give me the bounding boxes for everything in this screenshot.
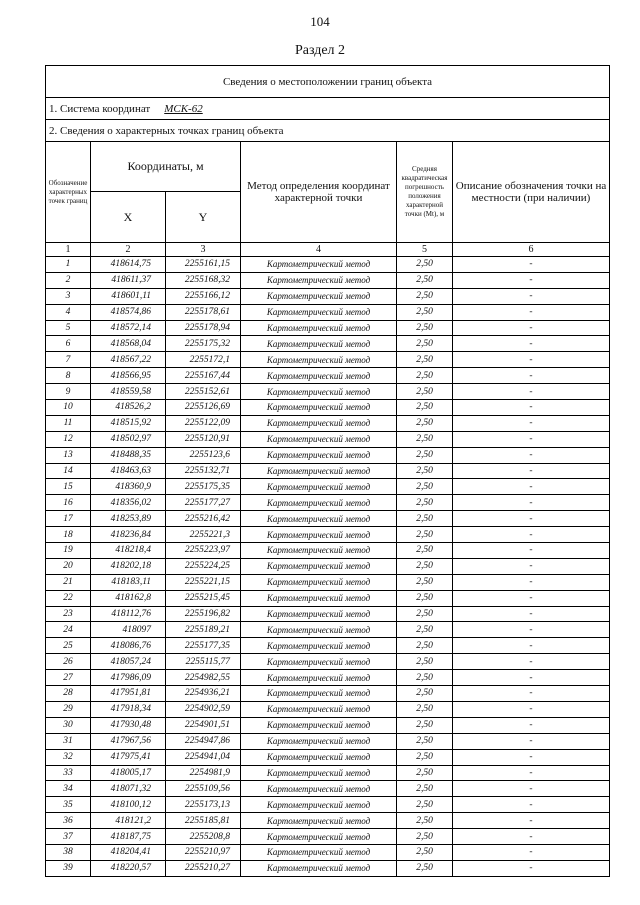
- method-cell: Картометрический метод: [241, 733, 397, 749]
- point-number: 25: [46, 638, 91, 654]
- coord-y: 2255185,81: [166, 813, 241, 829]
- table-row: [46, 431, 610, 447]
- error-cell: 2,50: [397, 257, 453, 273]
- error-cell: 2,50: [397, 336, 453, 352]
- description-cell: -: [453, 368, 610, 384]
- column-number: 2: [91, 243, 166, 257]
- error-cell: 2,50: [397, 479, 453, 495]
- coord-y: 2255122,09: [166, 415, 241, 431]
- error-cell: 2,50: [397, 272, 453, 288]
- coord-x: 418100,12: [91, 797, 166, 813]
- coord-y: 2255223,97: [166, 543, 241, 559]
- error-cell: 2,50: [397, 670, 453, 686]
- point-number: 23: [46, 606, 91, 622]
- table-row: [46, 797, 610, 813]
- method-cell: Картометрический метод: [241, 400, 397, 416]
- point-number: 17: [46, 511, 91, 527]
- method-cell: Картометрический метод: [241, 527, 397, 543]
- description-cell: -: [453, 558, 610, 574]
- coord-x: 418526,2: [91, 400, 166, 416]
- error-cell: 2,50: [397, 701, 453, 717]
- coord-y: 2255152,61: [166, 384, 241, 400]
- table-row: [46, 781, 610, 797]
- coord-x: 418162,8: [91, 590, 166, 606]
- point-number: 32: [46, 749, 91, 765]
- coord-x: 418515,92: [91, 415, 166, 431]
- description-cell: -: [453, 304, 610, 320]
- description-cell: -: [453, 781, 610, 797]
- header-description: Описание обозначения точки на местности (при наличии): [453, 142, 610, 243]
- error-cell: 2,50: [397, 606, 453, 622]
- coord-y: 2255178,61: [166, 304, 241, 320]
- coord-y: 2255215,45: [166, 590, 241, 606]
- method-cell: Картометрический метод: [241, 447, 397, 463]
- coord-x: 418356,02: [91, 495, 166, 511]
- method-cell: Картометрический метод: [241, 813, 397, 829]
- coord-y: 2255126,69: [166, 400, 241, 416]
- coord-x: 417951,81: [91, 686, 166, 702]
- error-cell: 2,50: [397, 384, 453, 400]
- method-cell: Картометрический метод: [241, 654, 397, 670]
- column-number: 1: [46, 243, 91, 257]
- table-row: [46, 479, 610, 495]
- coord-x: 418187,75: [91, 829, 166, 845]
- coord-x: 417967,56: [91, 733, 166, 749]
- coord-x: 418005,17: [91, 765, 166, 781]
- header-method: Метод определения координат характерной точки: [241, 142, 397, 243]
- table-row: [46, 415, 610, 431]
- coord-x: 418611,37: [91, 272, 166, 288]
- method-cell: Картометрический метод: [241, 749, 397, 765]
- description-cell: -: [453, 813, 610, 829]
- method-cell: Картометрический метод: [241, 352, 397, 368]
- point-number: 20: [46, 558, 91, 574]
- description-cell: -: [453, 336, 610, 352]
- coord-y: 2255166,12: [166, 288, 241, 304]
- boundary-table: [45, 65, 610, 877]
- coord-y: 2255173,13: [166, 797, 241, 813]
- description-cell: -: [453, 352, 610, 368]
- point-number: 31: [46, 733, 91, 749]
- method-cell: Картометрический метод: [241, 781, 397, 797]
- description-cell: -: [453, 431, 610, 447]
- error-cell: 2,50: [397, 590, 453, 606]
- description-cell: -: [453, 257, 610, 273]
- point-number: 22: [46, 590, 91, 606]
- coord-y: 2255221,3: [166, 527, 241, 543]
- coord-x: 418360,9: [91, 479, 166, 495]
- point-number: 21: [46, 574, 91, 590]
- description-cell: -: [453, 733, 610, 749]
- error-cell: 2,50: [397, 574, 453, 590]
- method-cell: Картометрический метод: [241, 543, 397, 559]
- coord-y: 2254941,04: [166, 749, 241, 765]
- point-number: 3: [46, 288, 91, 304]
- point-number: 29: [46, 701, 91, 717]
- table-row: [46, 304, 610, 320]
- method-cell: Картометрический метод: [241, 415, 397, 431]
- point-number: 4: [46, 304, 91, 320]
- table-row: [46, 288, 610, 304]
- error-cell: 2,50: [397, 860, 453, 876]
- error-cell: 2,50: [397, 781, 453, 797]
- coordinate-system-value: МСК-62: [164, 102, 203, 115]
- error-cell: 2,50: [397, 527, 453, 543]
- coord-y: 2255177,35: [166, 638, 241, 654]
- coord-y: 2254982,55: [166, 670, 241, 686]
- method-cell: Картометрический метод: [241, 368, 397, 384]
- description-cell: -: [453, 447, 610, 463]
- table-row: [46, 765, 610, 781]
- page-number: 104: [310, 14, 330, 29]
- point-number: 18: [46, 527, 91, 543]
- point-number: 16: [46, 495, 91, 511]
- coord-x: 418097: [91, 622, 166, 638]
- method-cell: Картометрический метод: [241, 336, 397, 352]
- description-cell: -: [453, 654, 610, 670]
- point-number: 24: [46, 622, 91, 638]
- method-cell: Картометрический метод: [241, 479, 397, 495]
- point-number: 6: [46, 336, 91, 352]
- point-number: 9: [46, 384, 91, 400]
- coord-x: 418218,4: [91, 543, 166, 559]
- description-cell: -: [453, 272, 610, 288]
- error-cell: 2,50: [397, 368, 453, 384]
- method-cell: Картометрический метод: [241, 463, 397, 479]
- table-row: [46, 749, 610, 765]
- coord-y: 2255115,77: [166, 654, 241, 670]
- error-cell: 2,50: [397, 686, 453, 702]
- coord-x: 418574,86: [91, 304, 166, 320]
- table-row: [46, 511, 610, 527]
- method-cell: Картометрический метод: [241, 384, 397, 400]
- point-number: 1: [46, 257, 91, 273]
- column-number: 5: [397, 243, 453, 257]
- coord-x: 418057,24: [91, 654, 166, 670]
- coord-x: 418463,63: [91, 463, 166, 479]
- point-number: 35: [46, 797, 91, 813]
- table-row: [46, 686, 610, 702]
- coord-x: 418086,76: [91, 638, 166, 654]
- table-row: [46, 717, 610, 733]
- table-row: [46, 813, 610, 829]
- coord-y: 2255161,15: [166, 257, 241, 273]
- table-row: [46, 368, 610, 384]
- error-cell: 2,50: [397, 543, 453, 559]
- method-cell: Картометрический метод: [241, 860, 397, 876]
- point-number: 19: [46, 543, 91, 559]
- error-cell: 2,50: [397, 447, 453, 463]
- method-cell: Картометрический метод: [241, 495, 397, 511]
- description-cell: -: [453, 860, 610, 876]
- coord-y: 2255175,35: [166, 479, 241, 495]
- method-cell: Картометрический метод: [241, 320, 397, 336]
- coord-y: 2254981,9: [166, 765, 241, 781]
- error-cell: 2,50: [397, 733, 453, 749]
- point-number: 2: [46, 272, 91, 288]
- point-number: 37: [46, 829, 91, 845]
- coord-x: 418488,35: [91, 447, 166, 463]
- coord-y: 2255224,25: [166, 558, 241, 574]
- table-row: [46, 701, 610, 717]
- point-number: 36: [46, 813, 91, 829]
- header-coordinates: Координаты, м: [91, 142, 241, 192]
- coord-y: 2255109,56: [166, 781, 241, 797]
- coord-y: 2255120,91: [166, 431, 241, 447]
- coord-x: 418183,11: [91, 574, 166, 590]
- coord-y: 2255221,15: [166, 574, 241, 590]
- table-row: [46, 590, 610, 606]
- description-cell: -: [453, 701, 610, 717]
- description-cell: -: [453, 511, 610, 527]
- table-row: [46, 860, 610, 876]
- coord-x: 418071,32: [91, 781, 166, 797]
- coord-y: 2255132,71: [166, 463, 241, 479]
- coord-y: 2255168,32: [166, 272, 241, 288]
- coord-y: 2254947,86: [166, 733, 241, 749]
- error-cell: 2,50: [397, 765, 453, 781]
- table-row: [46, 733, 610, 749]
- method-cell: Картометрический метод: [241, 288, 397, 304]
- method-cell: Картометрический метод: [241, 670, 397, 686]
- coord-x: 418121,2: [91, 813, 166, 829]
- error-cell: 2,50: [397, 511, 453, 527]
- header-error: Средняя квадратическая погрешность положения характерной точки (Mt), м: [397, 142, 453, 243]
- coord-y: 2255210,97: [166, 844, 241, 860]
- table-row: [46, 352, 610, 368]
- method-cell: Картометрический метод: [241, 686, 397, 702]
- coord-x: 418220,57: [91, 860, 166, 876]
- error-cell: 2,50: [397, 829, 453, 845]
- coord-y: 2255177,27: [166, 495, 241, 511]
- method-cell: Картометрический метод: [241, 590, 397, 606]
- error-cell: 2,50: [397, 654, 453, 670]
- column-number: 6: [453, 243, 610, 257]
- point-number: 12: [46, 431, 91, 447]
- point-number: 8: [46, 368, 91, 384]
- section-title: Раздел 2: [294, 43, 346, 58]
- method-cell: Картометрический метод: [241, 717, 397, 733]
- coord-x: 418253,89: [91, 511, 166, 527]
- coord-x: 417918,34: [91, 701, 166, 717]
- description-cell: -: [453, 686, 610, 702]
- coordinate-system-row: [46, 98, 610, 120]
- table-row: [46, 527, 610, 543]
- table-row: [46, 606, 610, 622]
- error-cell: 2,50: [397, 288, 453, 304]
- coord-x: 417975,41: [91, 749, 166, 765]
- method-cell: Картометрический метод: [241, 304, 397, 320]
- description-cell: -: [453, 527, 610, 543]
- table-row: [46, 829, 610, 845]
- coord-x: 418204,41: [91, 844, 166, 860]
- method-cell: Картометрический метод: [241, 797, 397, 813]
- point-number: 11: [46, 415, 91, 431]
- description-cell: -: [453, 495, 610, 511]
- description-cell: -: [453, 590, 610, 606]
- table-row: [46, 638, 610, 654]
- description-cell: -: [453, 400, 610, 416]
- coord-x: 418572,14: [91, 320, 166, 336]
- coord-y: 2255210,27: [166, 860, 241, 876]
- method-cell: Картометрический метод: [241, 272, 397, 288]
- method-cell: Картометрический метод: [241, 511, 397, 527]
- table-row: [46, 574, 610, 590]
- column-numbers-row: [46, 243, 610, 257]
- coordinate-system-label: 1. Система координат: [49, 102, 151, 115]
- coord-x: 418502,97: [91, 431, 166, 447]
- table-row: [46, 447, 610, 463]
- table-row: [46, 384, 610, 400]
- coord-y: 2254901,51: [166, 717, 241, 733]
- coord-x: 418236,84: [91, 527, 166, 543]
- coord-x: 418202,18: [91, 558, 166, 574]
- column-number: 4: [241, 243, 397, 257]
- description-cell: -: [453, 670, 610, 686]
- error-cell: 2,50: [397, 813, 453, 829]
- point-number: 33: [46, 765, 91, 781]
- description-cell: -: [453, 463, 610, 479]
- column-number: 3: [166, 243, 241, 257]
- point-number: 13: [46, 447, 91, 463]
- description-cell: -: [453, 765, 610, 781]
- point-number: 34: [46, 781, 91, 797]
- coord-y: 2255189,21: [166, 622, 241, 638]
- description-cell: -: [453, 543, 610, 559]
- description-cell: -: [453, 384, 610, 400]
- coord-y: 2255196,82: [166, 606, 241, 622]
- table-row: [46, 558, 610, 574]
- error-cell: 2,50: [397, 304, 453, 320]
- method-cell: Картометрический метод: [241, 574, 397, 590]
- method-cell: Картометрический метод: [241, 765, 397, 781]
- method-cell: Картометрический метод: [241, 431, 397, 447]
- coord-x: 418112,76: [91, 606, 166, 622]
- error-cell: 2,50: [397, 844, 453, 860]
- description-cell: -: [453, 717, 610, 733]
- point-number: 28: [46, 686, 91, 702]
- point-number: 26: [46, 654, 91, 670]
- error-cell: 2,50: [397, 717, 453, 733]
- description-cell: -: [453, 574, 610, 590]
- table-row: [46, 463, 610, 479]
- points-section-label: 2. Сведения о характерных точках границ объекта: [46, 120, 610, 142]
- description-cell: -: [453, 606, 610, 622]
- error-cell: 2,50: [397, 622, 453, 638]
- coord-x: 417986,09: [91, 670, 166, 686]
- table-row: [46, 844, 610, 860]
- coord-y: 2255175,32: [166, 336, 241, 352]
- method-cell: Картометрический метод: [241, 701, 397, 717]
- method-cell: Картометрический метод: [241, 844, 397, 860]
- description-cell: -: [453, 479, 610, 495]
- table-row: [46, 336, 610, 352]
- table-row: [46, 272, 610, 288]
- coord-y: 2255208,8: [166, 829, 241, 845]
- coord-x: 418601,11: [91, 288, 166, 304]
- header-designation: Обозначение характерных точек границ: [46, 142, 91, 243]
- coord-x: 418567,22: [91, 352, 166, 368]
- boundary-table-container: [45, 65, 609, 877]
- coord-y: 2255167,44: [166, 368, 241, 384]
- table-row: [46, 670, 610, 686]
- method-cell: Картометрический метод: [241, 829, 397, 845]
- coord-x: 418568,04: [91, 336, 166, 352]
- error-cell: 2,50: [397, 495, 453, 511]
- method-cell: Картометрический метод: [241, 606, 397, 622]
- coord-y: 2254902,59: [166, 701, 241, 717]
- coord-y: 2255123,6: [166, 447, 241, 463]
- table-row: [46, 400, 610, 416]
- point-number: 14: [46, 463, 91, 479]
- error-cell: 2,50: [397, 415, 453, 431]
- method-cell: Картометрический метод: [241, 638, 397, 654]
- description-cell: -: [453, 844, 610, 860]
- table-row: [46, 495, 610, 511]
- description-cell: -: [453, 829, 610, 845]
- table-row: [46, 257, 610, 273]
- point-number: 15: [46, 479, 91, 495]
- method-cell: Картометрический метод: [241, 558, 397, 574]
- description-cell: -: [453, 638, 610, 654]
- error-cell: 2,50: [397, 797, 453, 813]
- error-cell: 2,50: [397, 352, 453, 368]
- coord-x: 418566,95: [91, 368, 166, 384]
- coord-y: 2255172,1: [166, 352, 241, 368]
- description-cell: -: [453, 320, 610, 336]
- coord-y: 2255178,94: [166, 320, 241, 336]
- header-y: Y: [166, 192, 241, 243]
- point-number: 39: [46, 860, 91, 876]
- description-cell: -: [453, 415, 610, 431]
- coord-y: 2254936,21: [166, 686, 241, 702]
- error-cell: 2,50: [397, 431, 453, 447]
- point-number: 27: [46, 670, 91, 686]
- error-cell: 2,50: [397, 463, 453, 479]
- point-number: 5: [46, 320, 91, 336]
- point-number: 7: [46, 352, 91, 368]
- header-x: X: [91, 192, 166, 243]
- error-cell: 2,50: [397, 638, 453, 654]
- error-cell: 2,50: [397, 749, 453, 765]
- coord-x: 417930,48: [91, 717, 166, 733]
- point-number: 10: [46, 400, 91, 416]
- method-cell: Картометрический метод: [241, 257, 397, 273]
- table-row: [46, 543, 610, 559]
- description-cell: -: [453, 749, 610, 765]
- coord-y: 2255216,42: [166, 511, 241, 527]
- description-cell: -: [453, 797, 610, 813]
- method-cell: Картометрический метод: [241, 622, 397, 638]
- coord-x: 418614,75: [91, 257, 166, 273]
- table-row: [46, 622, 610, 638]
- error-cell: 2,50: [397, 320, 453, 336]
- point-number: 38: [46, 844, 91, 860]
- point-number: 30: [46, 717, 91, 733]
- description-cell: -: [453, 288, 610, 304]
- error-cell: 2,50: [397, 400, 453, 416]
- table-title: Сведения о местоположении границ объекта: [46, 66, 610, 98]
- coord-x: 418559,58: [91, 384, 166, 400]
- error-cell: 2,50: [397, 558, 453, 574]
- table-row: [46, 320, 610, 336]
- description-cell: -: [453, 622, 610, 638]
- table-row: [46, 654, 610, 670]
